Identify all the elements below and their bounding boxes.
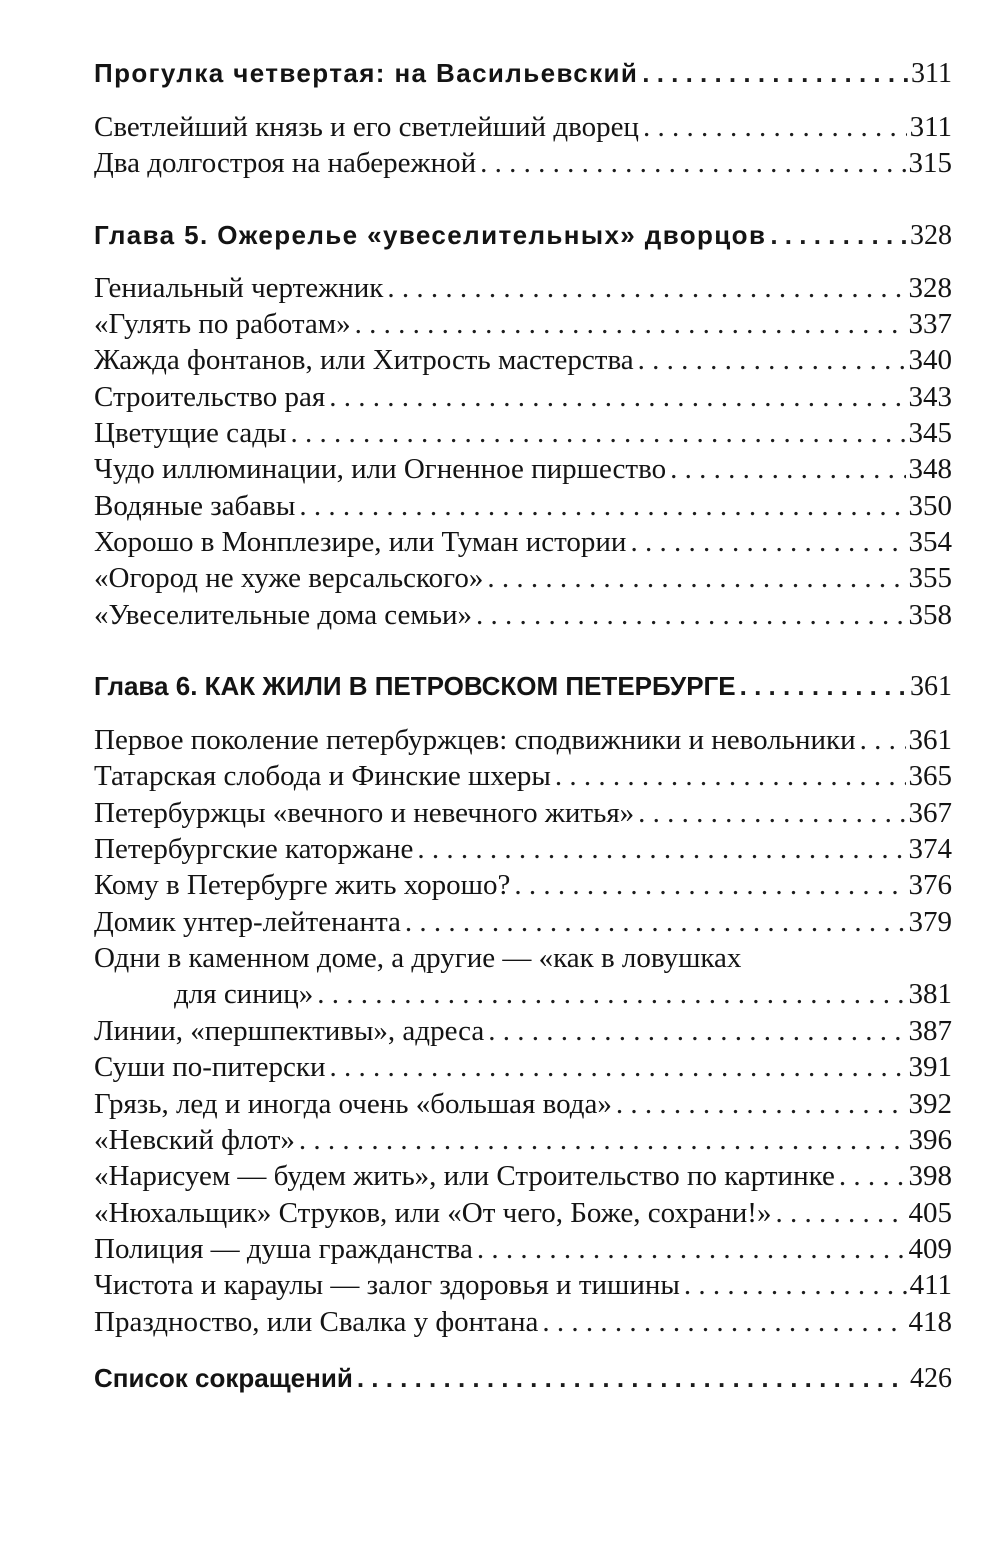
toc-page-number: 396 (908, 1124, 952, 1156)
toc-page-number: 337 (908, 308, 952, 340)
toc-page-number: 358 (908, 599, 952, 631)
toc-entry-title: Чистота и караулы — залог здоровья и тишины (94, 1269, 680, 1301)
toc-entry (94, 451, 952, 487)
leader-dots (643, 109, 907, 145)
leader-dots (387, 270, 905, 306)
leader-dots (638, 342, 906, 378)
toc-page-number: 328 (910, 220, 952, 251)
toc-entry (94, 1158, 952, 1194)
leader-dots (616, 1086, 906, 1122)
toc-entry (94, 904, 952, 940)
leader-dots (329, 379, 905, 415)
toc-page-number: 391 (908, 1051, 952, 1083)
toc-entry (94, 1086, 952, 1122)
leader-dots (329, 1049, 905, 1085)
leader-dots (417, 831, 905, 867)
toc-heading-title: Прогулка четвертая: на Васильевский (94, 58, 639, 88)
leader-dots (839, 1158, 906, 1194)
toc-entry (94, 524, 952, 560)
toc-entry-title: Чудо иллюминации, или Огненное пиршество (94, 453, 667, 485)
toc-entry (94, 1231, 952, 1267)
leader-dots (740, 668, 907, 704)
toc-entry (94, 1195, 952, 1231)
toc-page-number: 361 (908, 724, 952, 756)
leader-dots (642, 55, 908, 91)
toc-entry-title: «Увеселительные дома семьи» (94, 599, 473, 631)
toc-entry-title: Праздноство, или Свалка у фонтана (94, 1306, 539, 1338)
toc-entry-title: Петербуржцы «вечного и невечного житья» (94, 797, 635, 829)
toc-page-number: 350 (908, 490, 952, 522)
toc-entry (94, 795, 952, 831)
toc-page-number: 361 (910, 671, 952, 702)
toc-entry-title: Первое поколение петербуржцев: сподвижники и невольники (94, 724, 856, 756)
toc-page-number: 392 (908, 1088, 952, 1120)
toc-page-number: 411 (909, 1269, 952, 1301)
toc-entry-title: Кому в Петербурге жить хорошо? (94, 869, 511, 901)
leader-dots (290, 415, 905, 451)
toc-page-number: 340 (908, 344, 952, 376)
toc-entry (94, 867, 952, 903)
toc-page-number: 355 (908, 562, 952, 594)
toc-page-number: 345 (908, 417, 952, 449)
toc-entry-title-line1: Одни в каменном доме, а другие — «как в ловушках (94, 942, 742, 974)
leader-dots (542, 1304, 905, 1340)
toc-entry-title: Домик унтер-лейтенанта (94, 906, 401, 938)
toc-entry (94, 270, 952, 306)
toc-entry (94, 488, 952, 524)
toc-entry-title: Строительство рая (94, 381, 326, 413)
toc-entry-title: Татарская слобода и Финские шхеры (94, 760, 551, 792)
toc-entry (94, 306, 952, 342)
toc-page-number: 376 (908, 869, 952, 901)
toc-page-number: 348 (908, 453, 952, 485)
leader-dots (638, 795, 905, 831)
toc-entry-title: Гениальный чертежник (94, 272, 384, 304)
leader-dots (775, 1195, 905, 1231)
toc-entry-title-line2: для синиц» (174, 978, 314, 1010)
table-of-contents (94, 0, 952, 1555)
toc-heading-title: Список сокращений (94, 1363, 353, 1393)
leader-dots (476, 597, 905, 633)
toc-entry-title: Петербургские каторжане (94, 833, 414, 865)
leader-dots (355, 306, 906, 342)
toc-entry (94, 976, 952, 1012)
leader-dots (488, 1013, 905, 1049)
toc-heading (94, 217, 952, 254)
leader-dots (684, 1267, 907, 1303)
toc-entry-title: Полиция — душа гражданства (94, 1233, 473, 1265)
leader-dots (299, 488, 905, 524)
toc-entry (94, 109, 952, 145)
toc-entry (94, 722, 952, 758)
toc-entry (94, 415, 952, 451)
toc-page-number: 328 (908, 272, 952, 304)
toc-entry (94, 1304, 952, 1340)
toc-heading (94, 1360, 952, 1397)
toc-page-number: 426 (910, 1363, 952, 1394)
toc-entry-title: Суши по-питерски (94, 1051, 326, 1083)
toc-page-number: 381 (908, 978, 952, 1010)
leader-dots (670, 451, 905, 487)
leader-dots (405, 904, 906, 940)
toc-page-number: 343 (908, 381, 952, 413)
toc-entry-title: Водяные забавы (94, 490, 296, 522)
toc-entry (94, 831, 952, 867)
toc-page-number: 354 (908, 526, 952, 558)
toc-page-number: 379 (908, 906, 952, 938)
toc-entry (94, 758, 952, 794)
toc-page-number: 311 (911, 58, 952, 89)
toc-page-number: 398 (908, 1160, 952, 1192)
toc-entry (94, 597, 952, 633)
toc-entry-title: Жажда фонтанов, или Хитрость мастерства (94, 344, 634, 376)
toc-page-number: 409 (908, 1233, 952, 1265)
toc-entry (94, 1122, 952, 1158)
toc-entry-title: Хорошо в Монплезире, или Туман истории (94, 526, 627, 558)
toc-entry (94, 1049, 952, 1085)
toc-page-number: 367 (908, 797, 952, 829)
leader-dots (317, 976, 905, 1012)
leader-dots (514, 867, 905, 903)
leader-dots (630, 524, 905, 560)
toc-entry-title: Два долгостроя на набережной (94, 147, 477, 179)
leader-dots (357, 1360, 907, 1396)
toc-page-number: 405 (908, 1197, 952, 1229)
leader-dots (770, 217, 907, 253)
leader-dots (487, 560, 905, 596)
toc-entry-title: «Нарисуем — будем жить», или Строительство по картинке (94, 1160, 835, 1192)
toc-heading-title: Глава 6. КАК ЖИЛИ В ПЕТРОВСКОМ ПЕТЕРБУРГЕ (94, 671, 736, 701)
toc-entry-title: «Нюхальщик» Струков, или «От чего, Боже, сохрани!» (94, 1197, 772, 1229)
toc-entry (94, 560, 952, 596)
toc-entry-title: «Огород не хуже версальского» (94, 562, 484, 594)
toc-heading (94, 668, 952, 705)
toc-entry-title: Светлейший князь и его светлейший дворец (94, 111, 639, 143)
toc-entry-title: Линии, «першпективы», адреса (94, 1015, 485, 1047)
toc-heading-title: Глава 5. Ожерелье «увеселительных» дворцов (94, 220, 767, 250)
toc-page-number: 374 (908, 833, 952, 865)
toc-entry (94, 342, 952, 378)
toc-page-number: 311 (909, 111, 952, 143)
toc-entry-title: Цветущие сады (94, 417, 287, 449)
toc-entry-title: Грязь, лед и иногда очень «большая вода» (94, 1088, 612, 1120)
leader-dots (480, 145, 905, 181)
toc-entry (94, 1267, 952, 1303)
toc-entry-title: «Гулять по работам» (94, 308, 351, 340)
toc-page-number: 315 (908, 147, 952, 179)
toc-entry (94, 379, 952, 415)
toc-page-number: 387 (908, 1015, 952, 1047)
toc-heading (94, 55, 952, 92)
toc-entry (94, 1013, 952, 1049)
toc-entry (94, 145, 952, 181)
toc-page-number: 418 (908, 1306, 952, 1338)
leader-dots (860, 722, 906, 758)
leader-dots (555, 758, 906, 794)
leader-dots (477, 1231, 906, 1267)
toc-entry-title: «Невский флот» (94, 1124, 295, 1156)
toc-page-number: 365 (908, 760, 952, 792)
leader-dots (299, 1122, 906, 1158)
